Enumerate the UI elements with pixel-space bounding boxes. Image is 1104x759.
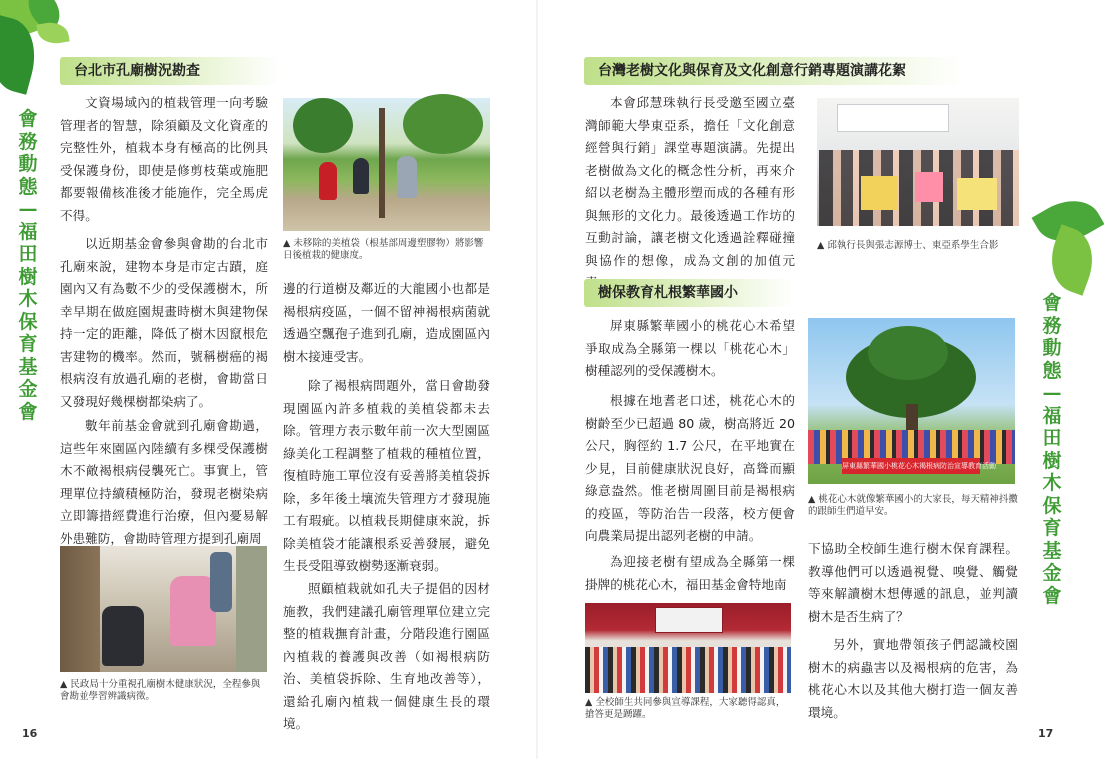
section-title: 樹保教育札根繁華國小 [584,279,794,307]
paragraph: 為迎接老樹有望成為全縣第一棵掛牌的桃花心木，福田基金會特地南 [585,554,795,592]
side-label: 會務動態—福田樹木保育基金會 [18,108,38,423]
page-number: 16 [22,727,38,740]
photo-tree-survey [283,98,490,231]
paragraph: 下協助全校師生進行樹木保育課程。教導他們可以透過視覺、嗅覺、觸覺等來解讀樹木想傳遞的訊息，並判讀樹木是否生病了？ [808,541,1018,624]
paragraph: 以近期基金會參與會勘的台北市孔廟來說，建物本身是市定古蹟，庭園內又有為數不少的受保護樹木，所幸早期在做庭園規畫時樹木與建物保持一定的距離，降低了樹木因竄根危害建物的機率。然而，號稱樹癌的褐根病沒有放過孔廟的老樹，會勘當日又發現好幾棵樹都染病了。 [60,236,268,409]
section-title: 台北市孔廟樹況勘查 [60,57,280,85]
page-16 [0,0,537,759]
paragraph: 數年前基金會就到孔廟會勘過，這些年來園區內陸續有多棵受保護樹木不敵褐根病侵襲死亡。事實上，管理單位持續積極防治，發現老樹染病立即籌措經費進行治療，但內憂易解外患難防，會勘時管理方提到孔廟周 [60,418,268,546]
photo-caption: ▲ 桃花心木就像繁華國小的大家長，每天精神抖擻的跟師生們道早安。 [808,494,1018,517]
photo-school-assembly [585,603,791,693]
paragraph: 文資場域內的植栽管理一向考驗管理者的智慧，除須顧及文化資產的完整性外，植栽本身有極高的比例具受保護身份，即使是修剪枝葉或施肥都要報備核准後才能施作，完全馬虎不得。 [60,95,268,223]
photo-caption: ▲ 未移除的美植袋（根基部周邊塑膠物）將影響日後植栽的健康度。 [283,238,484,261]
leaf-decoration [36,20,69,47]
photo-caption: ▲ 民政局十分重視孔廟樹木健康狀況，全程參與會勘並學習辨識病徵。 [60,679,261,702]
photo-disease-inspection [60,546,267,672]
paragraph: 邊的行道樹及鄰近的大龍國小也都是褐根病疫區，一個不留神褐根病菌就透過空飄孢子進到孔廟，造成園區內樹木接連受害。 [283,281,490,364]
photo-mahogany-tree [808,318,1015,484]
banner-text: 屏東縣繁華國小桃花心木褐根病防治宣導教育活動 [842,458,980,474]
paragraph: 本會邱慧珠執行長受邀至國立臺灣師範大學東亞系，擔任「文化創意經營與行銷」課堂專題演講。先提出老樹做為文化的概念性分析，再來介紹以老樹為主體形塑而成的各種有形與無形的文化力。最後透過工作坊的互動討論，讓老樹文化透過詮釋碰撞與協作的想像，成為文創的加值元 [585,95,795,268]
paragraph: 屏東縣繁華國小的桃花心木希望爭取成為全縣第一棵以「桃花心木」樹種認列的受保護樹木。 [585,318,795,378]
page-17 [538,0,1075,759]
section-title: 台灣老樹文化與保育及文化創意行銷專題演講花絮 [584,57,964,85]
side-label: 會務動態—福田樹木保育基金會 [1042,292,1062,607]
photo-caption: ▲ 邱執行長與張志源博士、東亞系學生合影 [817,240,999,251]
paragraph: 照顧植栽就如孔夫子提倡的因材施教，我們建議孔廟管理單位建立完整的植栽撫育計畫，分階段進行園區內植栽的養護與改善（如褐根病防治、美植袋拆除、生育地改善等），還給孔廟內植栽一個健康生長的環境。 [283,581,490,731]
photo-lecture-group [817,98,1019,226]
paragraph: 根據在地耆老口述，桃花心木的樹齡至少已超過 80 歲，樹高將近 20 公尺，胸徑約 1.7 公尺，在平地實在少見，目前健康狀況良好，高聳而顯綠意盎然。惟老樹周圍目前是褐根病的疫區，等防治告一段落，校方便會向農業局提出認列老樹的申請。 [585,393,795,543]
paragraph: 除了褐根病問題外，當日會勘發現園區內許多植栽的美植袋都未去除。管理方表示數年前一次大型園區綠美化工程調整了植栽的種植位置，復植時施工單位沒有妥善將美植袋拆除，多年後土壤流失管理方才發現施工有瑕疵。以植栽長期健康來說，拆除美植袋才能讓根系妥善發展，避免生長受阻導致樹勢逐漸衰弱。 [283,378,490,573]
paragraph: 另外，實地帶領孩子們認識校園樹木的病蟲害以及褐根病的危害，為桃花心木以及其他大樹打造一個友善環境。 [808,637,1018,720]
photo-caption: ▲ 全校師生共同參與宣導課程，大家聽得認真，搶答更是踴躍。 [585,697,786,720]
page-number: 17 [1038,727,1054,740]
